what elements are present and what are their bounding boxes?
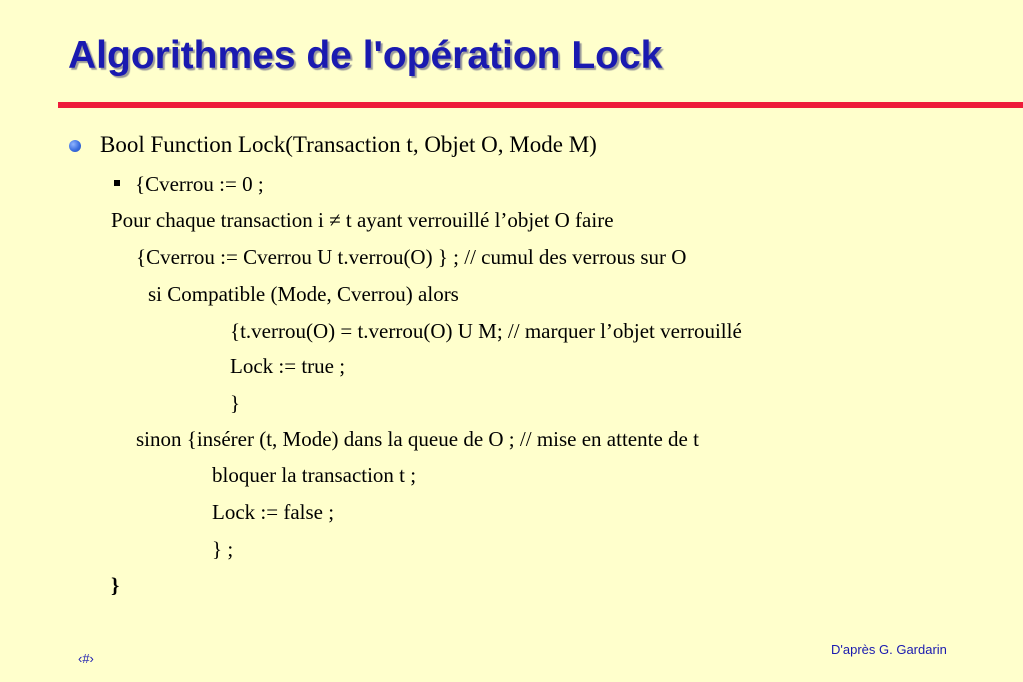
slide-number: ‹#› [78, 651, 94, 666]
title-underline [58, 102, 1023, 108]
code-line-5: si Compatible (Mode, Cverrou) alors [148, 282, 459, 306]
code-line-3: Pour chaque transaction i ≠ t ayant verrouillé l’objet O faire [111, 208, 614, 232]
bullet-square-icon [114, 180, 120, 186]
code-line-11: Lock := false ; [212, 500, 335, 524]
code-line-9: sinon {insérer (t, Mode) dans la queue de O ; // mise en attente de t [136, 427, 699, 451]
slide-title: Algorithmes de l'opération Lock [68, 34, 663, 77]
bullet-dot-icon [69, 140, 81, 152]
code-line-8: } [230, 391, 241, 415]
code-line-10: bloquer la transaction t ; [212, 463, 417, 487]
code-line-1: Bool Function Lock(Transaction t, Objet O, Mode M) [100, 132, 597, 157]
code-line-2: {Cverrou := 0 ; [135, 172, 264, 196]
code-line-6: {t.verrou(O) = t.verrou(O) U M; // marquer l’objet verrouillé [230, 319, 742, 343]
code-line-7: Lock := true ; [230, 354, 346, 378]
code-line-13: } [111, 573, 120, 597]
footer-credit: D'après G. Gardarin [831, 642, 947, 657]
code-line-12: } ; [212, 537, 234, 561]
code-line-4: {Cverrou := Cverrou U t.verrou(O) } ; // cumul des verrous sur O [136, 245, 687, 269]
